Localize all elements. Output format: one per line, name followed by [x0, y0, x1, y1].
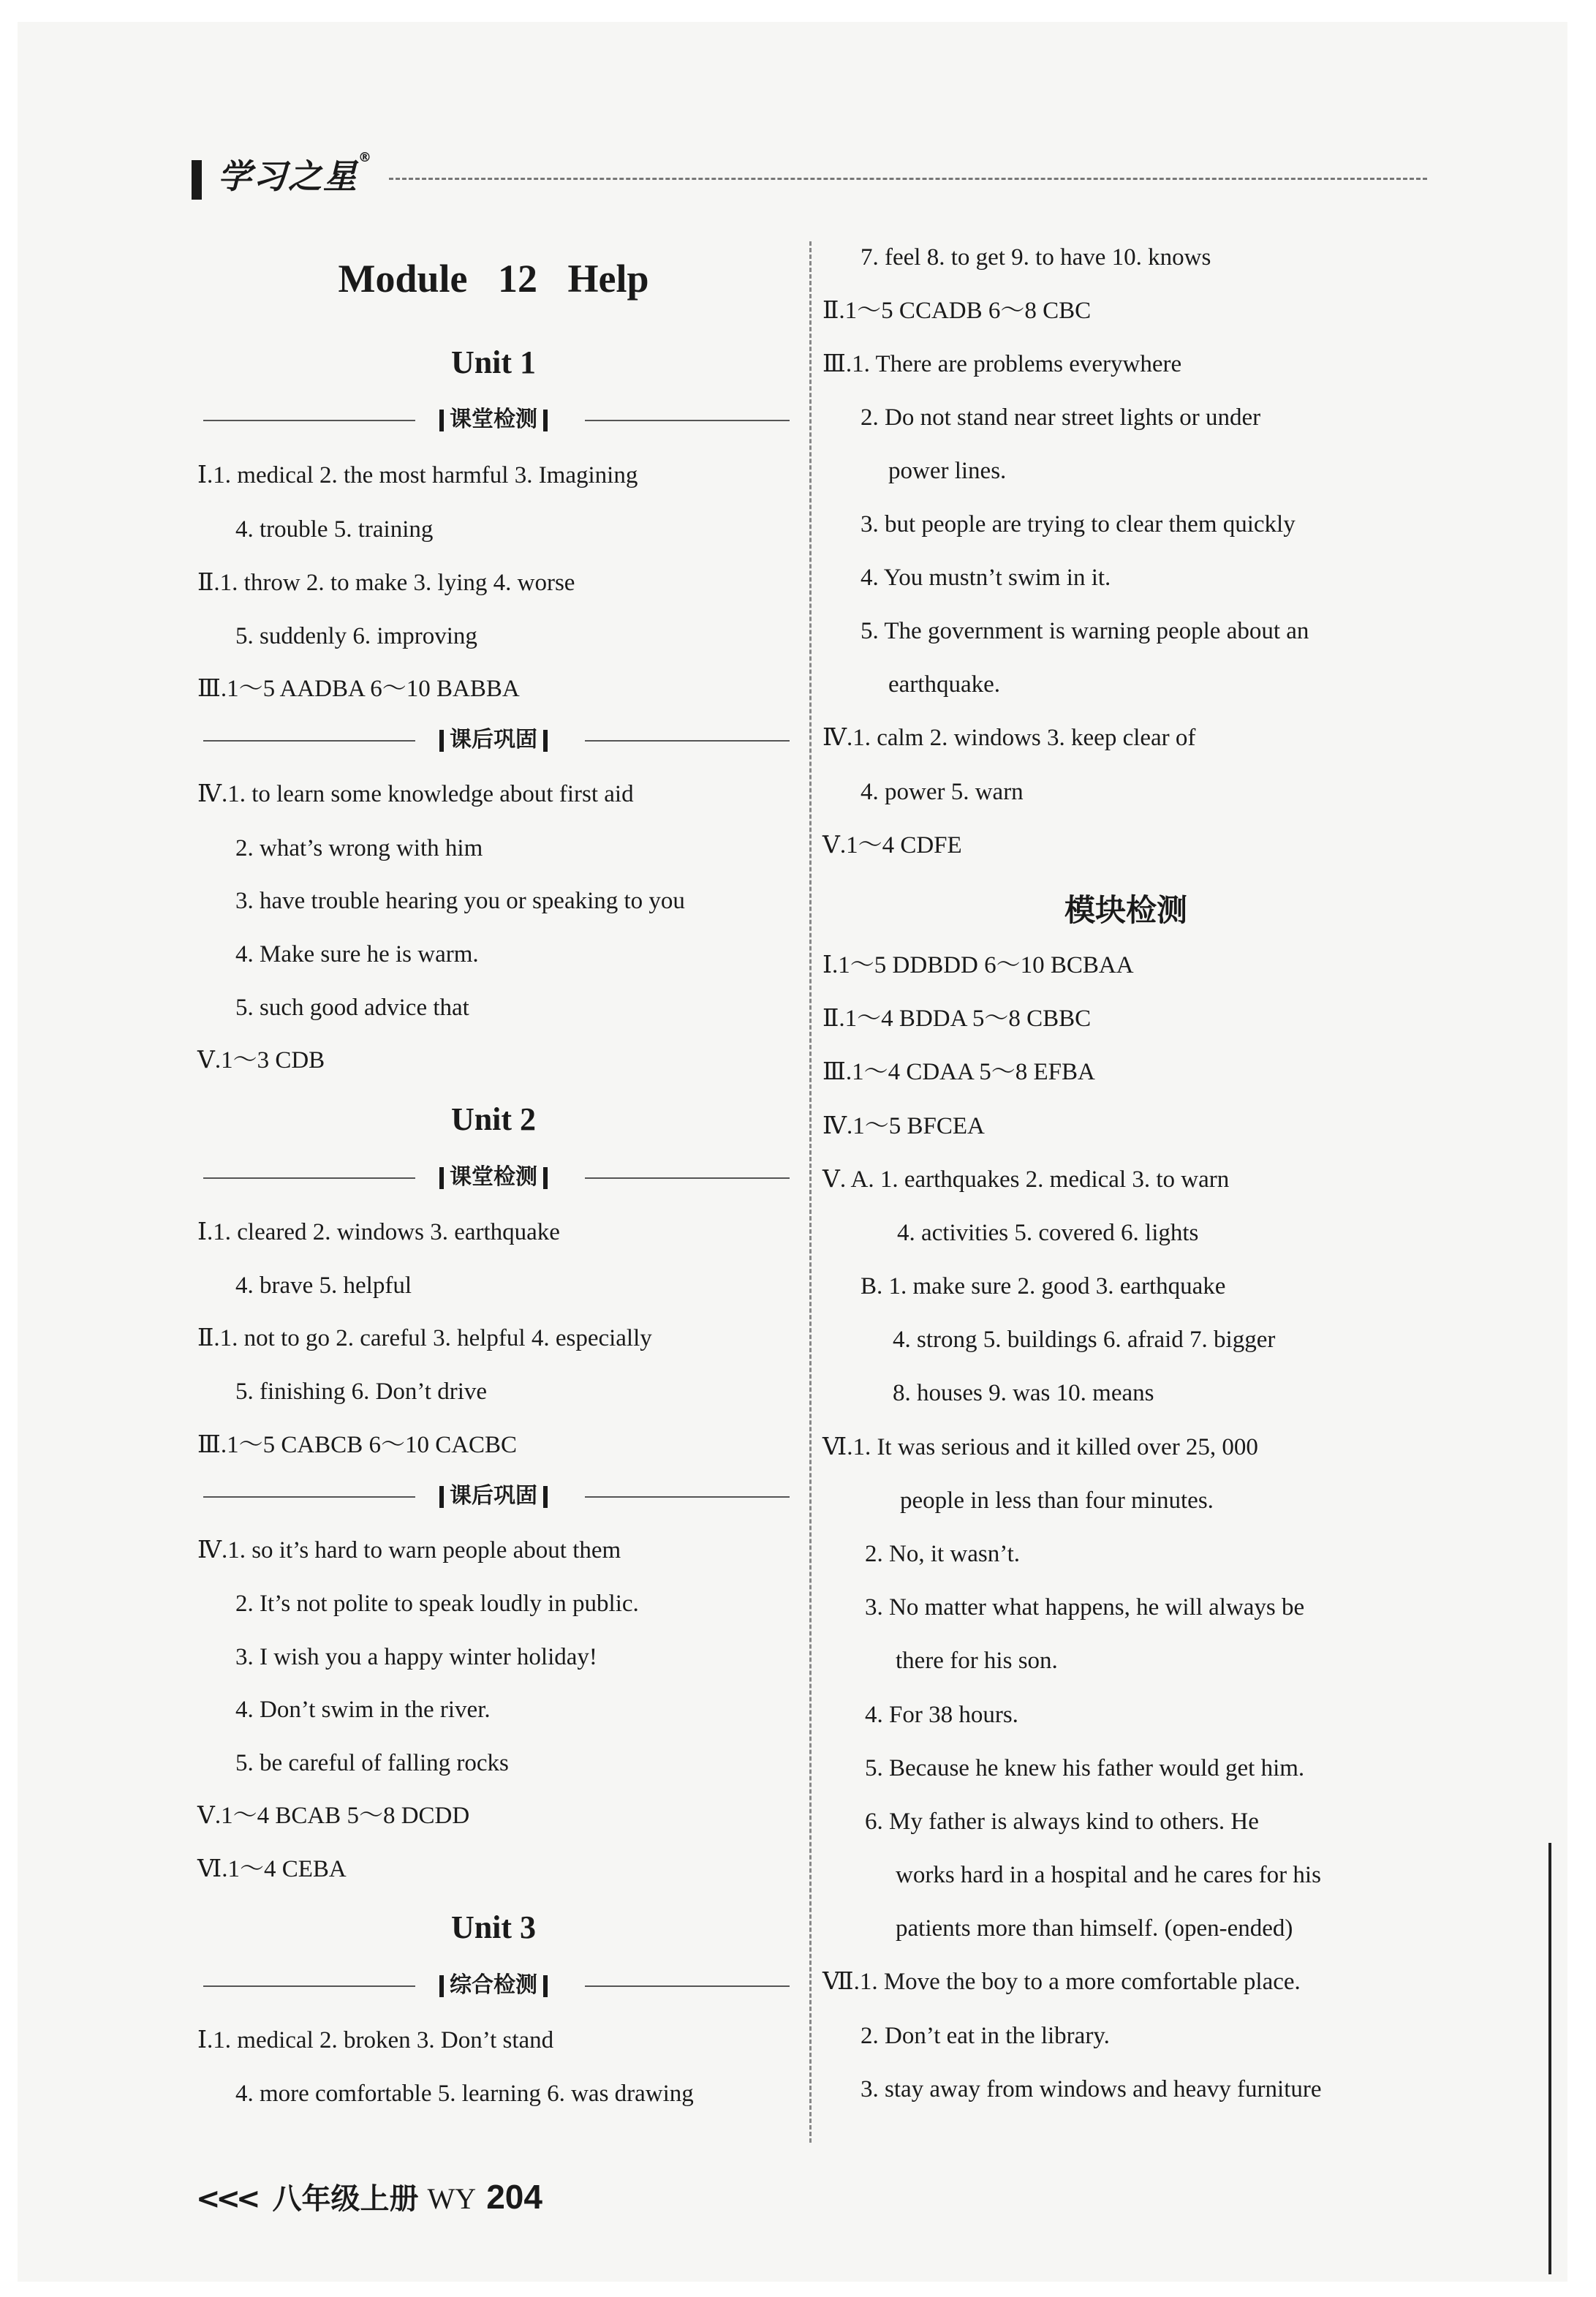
answer-line: 4. activities 5. covered 6. lights [897, 1220, 1199, 1246]
unit-1-title: Unit 1 [450, 344, 537, 380]
section-divider: 课后巩固 [197, 1480, 790, 1512]
answer-line: Ⅱ.1. not to go 2. careful 3. helpful 4. especially [197, 1325, 652, 1351]
page-footer [196, 2176, 542, 2219]
page-header [192, 150, 1427, 201]
answer-line: 2. No, it wasn’t. [865, 1541, 1021, 1567]
answer-line: Ⅰ.1～5 DDBDD 6～10 BCBAA [822, 952, 1134, 978]
answer-line: Ⅶ.1. Move the boy to a more comfortable place. [822, 1969, 1301, 1995]
edition-label: WY [427, 2182, 477, 2215]
answer-line: Ⅲ.1～5 AADBA 6～10 BABBA [197, 676, 520, 702]
answer-line: Ⅲ.1. There are problems everywhere [822, 351, 1182, 377]
answer-line: Ⅲ.1～4 CDAA 5～8 EFBA [822, 1059, 1095, 1085]
module-title: Module 12 Help [338, 257, 649, 301]
unit-2-title: Unit 2 [450, 1101, 537, 1137]
answer-line: 4. Don’t swim in the river. [235, 1697, 491, 1723]
answer-line: 4. power 5. warn [861, 779, 1024, 805]
answer-line: works hard in a hospital and he cares for his [896, 1862, 1321, 1888]
scan-edge-line [1548, 1843, 1551, 2274]
section-divider: 课后巩固 [197, 724, 790, 756]
answer-line: 5. The government is warning people about an [861, 618, 1309, 644]
answer-line: Ⅵ.1～4 CEBA [197, 1856, 347, 1882]
answer-line: Ⅴ.1～3 CDB [197, 1047, 325, 1074]
answer-line: 3. but people are trying to clear them quickly [861, 511, 1296, 538]
grade-label: 八年级上册 [272, 2182, 419, 2216]
answer-line: 3. I wish you a happy winter holiday! [235, 1644, 597, 1670]
answer-line: power lines. [888, 458, 1007, 484]
answer-line: 2. Do not stand near street lights or under [861, 404, 1261, 431]
header-bar [192, 160, 202, 200]
unit-3-title: Unit 3 [450, 1909, 537, 1945]
answer-line: 5. such good advice that [235, 995, 469, 1021]
answer-line: there for his son. [896, 1648, 1058, 1674]
answer-line: Ⅵ.1. It was serious and it killed over 25, 000 [822, 1434, 1258, 1460]
answer-line: people in less than four minutes. [900, 1487, 1214, 1514]
answer-line: 5. be careful of falling rocks [235, 1750, 509, 1776]
answer-line: 3. No matter what happens, he will always be [865, 1594, 1305, 1621]
answer-line: 2. It’s not polite to speak loudly in public. [235, 1591, 639, 1617]
section-divider: 课堂检测 [197, 404, 790, 436]
answer-line: Ⅴ. A. 1. earthquakes 2. medical 3. to warn [822, 1166, 1230, 1193]
answer-line: B. 1. make sure 2. good 3. earthquake [861, 1273, 1226, 1300]
section-divider: 综合检测 [197, 1969, 790, 2002]
answer-line: Ⅱ.1. throw 2. to make 3. lying 4. worse [197, 570, 575, 596]
column-divider [809, 241, 812, 2143]
answer-line: 2. Don’t eat in the library. [861, 2023, 1110, 2049]
answer-line: 4. Make sure he is warm. [235, 941, 479, 968]
answer-line: Ⅰ.1. medical 2. broken 3. Don’t stand [197, 2027, 554, 2053]
answer-line: 6. My father is always kind to others. He [865, 1808, 1259, 1835]
answer-line: 7. feel 8. to get 9. to have 10. knows [861, 244, 1211, 271]
answer-line: 3. stay away from windows and heavy furniture [861, 2076, 1322, 2102]
answer-line: 4. trouble 5. training [235, 516, 434, 543]
answer-line: 4. strong 5. buildings 6. afraid 7. bigger [893, 1327, 1276, 1353]
page-number: 204 [486, 2178, 542, 2216]
answer-line: Ⅳ.1～5 BFCEA [822, 1113, 985, 1139]
answer-line: Ⅳ.1. calm 2. windows 3. keep clear of [822, 725, 1196, 751]
answer-line: 4. more comfortable 5. learning 6. was drawing [235, 2081, 694, 2107]
answer-line: Ⅴ.1～4 BCAB 5～8 DCDD [197, 1803, 470, 1829]
answer-line: 3. have trouble hearing you or speaking to you [235, 888, 685, 914]
chevrons-left-icon: <<< [196, 2182, 257, 2216]
answer-line: 2. what’s wrong with him [235, 835, 483, 861]
answer-line: 5. Because he knew his father would get him. [865, 1755, 1305, 1781]
answer-line: Ⅰ.1. cleared 2. windows 3. earthquake [197, 1219, 560, 1245]
answer-line: Ⅲ.1～5 CABCB 6～10 CACBC [197, 1432, 518, 1458]
header-dashed-rule [389, 178, 1427, 180]
answer-line: Ⅴ.1～4 CDFE [822, 832, 962, 859]
answer-line: 4. You mustn’t swim in it. [861, 565, 1111, 591]
answer-line: 5. finishing 6. Don’t drive [235, 1378, 488, 1405]
answer-line: 5. suddenly 6. improving [235, 623, 477, 649]
answer-line: Ⅱ.1～4 BDDA 5～8 CBBC [822, 1006, 1092, 1032]
answer-line: patients more than himself. (open-ended) [896, 1915, 1293, 1942]
module-test-title: 模块检测 [1064, 892, 1187, 928]
answer-line: Ⅳ.1. to learn some knowledge about first aid [197, 781, 634, 807]
answer-line: Ⅳ.1. so it’s hard to warn people about them [197, 1537, 621, 1564]
answer-line: Ⅰ.1. medical 2. the most harmful 3. Imagining [197, 462, 638, 489]
answer-line: 4. brave 5. helpful [235, 1272, 412, 1299]
answer-line: 4. For 38 hours. [865, 1702, 1018, 1728]
answer-line: Ⅱ.1～5 CCADB 6～8 CBC [822, 298, 1092, 324]
section-divider: 课堂检测 [197, 1161, 790, 1193]
answer-line: 8. houses 9. was 10. means [893, 1380, 1154, 1406]
answer-line: earthquake. [888, 671, 1000, 698]
brand-logo: 学习之星® [218, 150, 373, 196]
